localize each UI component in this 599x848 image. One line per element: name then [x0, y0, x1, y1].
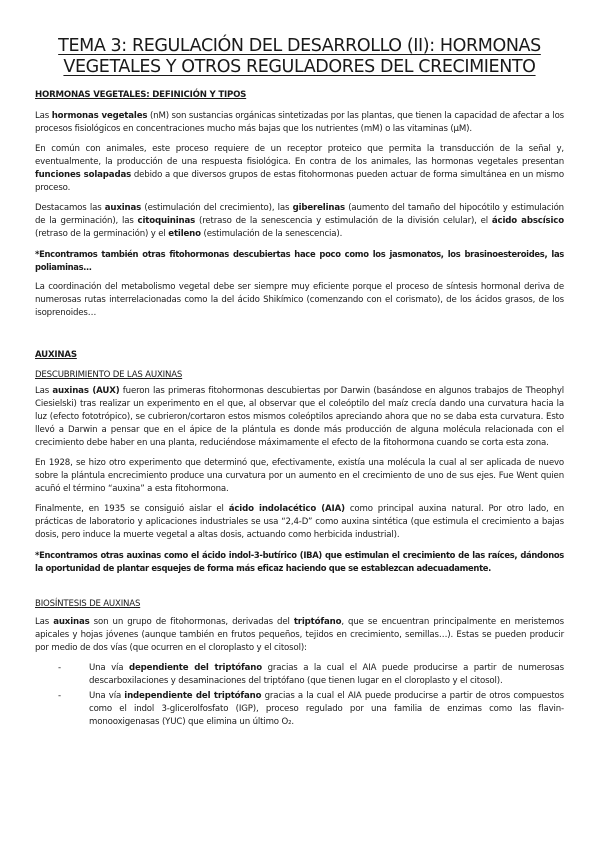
list-item: - Una vía independiente del triptófano gracias a la cual el AIA puede producirse a partir de otros compuestos como el indol 3-glicerolfosfato (IGP), proceso regulado por una familia de enzimas como las flavin-monooxigenasas (YUC) que elimina un último O₂.	[58, 691, 564, 727]
paragraph-receptor: En común con animales, este proceso requiere de un receptor proteico que permita la transducción de la señal y, eventualmente, la producción de una respuesta fisiológica. En contra de los animales, las hormonas vegetales presentan funciones solapadas debido a que diversos grupos de estas fitohormonas pueden actuar de forma simultánea en un mismo proceso.	[35, 144, 565, 193]
section-heading-auxinas: AUXINAS	[35, 350, 77, 360]
paragraph-biosintesis: Las auxinas son un grupo de fitohormonas, derivadas del triptófano, que se encuentran principalmente en meristemos apicales y hojas jóvenes (aunque también en frutos pequeños, tejidos en crecimiento, semillas…). Estas se pueden producir por medio de dos vías (que ocurren en el cloroplasto y el citosol):	[35, 617, 564, 653]
document-title: TEMA 3: REGULACIÓN DEL DESARROLLO (II): HORMONAS VEGETALES Y OTROS REGULADORES DEL CRECIMIENTO	[58, 36, 541, 77]
paragraph-coordinacion: La coordinación del metabolismo vegetal debe ser siempre muy eficiente porque el proceso de síntesis hormonal deriva de numerosas rutas interrelacionadas como la del ácido Shikímico (comenzando con el corismato), de los ácidos grasos, de los isoprenoides…	[35, 282, 564, 318]
paragraph-definicion: Las hormonas vegetales (nM) son sustancias orgánicas sintetizadas por las plantas, que tienen la capacidad de afectar a los procesos fisiológicos en concentraciones mucho más bajas que los nutrientes (mM) o las vitaminas (µM).	[35, 111, 564, 134]
note-otras-fitohormonas: *Encontramos también otras fitohormonas descubiertas hace poco como los jasmonatos, los brasinoesteroides, las poliaminas…	[35, 249, 564, 272]
biosintesis-list	[35, 662, 564, 729]
paragraph-aia: Finalmente, en 1935 se consiguió aislar el ácido indolacético (AIA) como principal auxina natural. Por otro lado, en prácticas de laboratorio y aplicaciones industriales se usa “2,4-D” como auxina sintética (que estimula el crecimiento a bajas dosis, pero induce la muerte vegetal a altas dosis, actuando como herbicida industrial).	[35, 504, 564, 540]
list-item: - Una vía dependiente del triptófano gracias a la cual el AIA puede producirse a partir de numerosas descarboxilaciones y desaminaciones del triptófano (que tienen lugar en el cloroplasto y el citosol).	[58, 663, 564, 686]
paragraph-tipos: Destacamos las auxinas (estimulación del crecimiento), las giberelinas (aumento del tamaño del hipocótilo y estimulación de la germinación), las citoquininas (retraso de la senescencia y estimulación de la división celular), el ácido abscísico (retraso de la germinación) y el etileno (estimulación de la senescencia).	[35, 203, 564, 239]
subheading-biosintesis: BIOSÍNTESIS DE AUXINAS	[35, 599, 141, 609]
section-heading-hormonas: HORMONAS VEGETALES: DEFINICIÓN Y TIPOS	[35, 90, 247, 100]
subheading-descubrimiento: DESCUBRIMIENTO DE LAS AUXINAS	[35, 370, 183, 380]
paragraph-went: En 1928, se hizo otro experimento que determinó que, efectivamente, existía una molécula la cual al ser aplicada de nuevo sobre la plántula encrecimiento produce una curvatura por un aumento en el crecimiento de uno de sus ejes. Fue Went quien acuñó el término “auxina” a esta fitohormona.	[35, 458, 564, 494]
note-iba: *Encontramos otras auxinas como el ácido indol-3-butírico (IBA) que estimulan el crecimiento de las raíces, dándonos la oportunidad de plantar esquejes de forma más eficaz haciendo que se establezcan adecuadamente.	[35, 550, 564, 573]
paragraph-darwin: Las auxinas (AUX) fueron las primeras fitohormonas descubiertas por Darwin (basándose en algunos trabajos de Theophyl Ciesielski) tras realizar un experimento en el que, al observar que el coleóptilo del maíz crecía dando una curvatura hacia la luz (efecto fototrópico), se cubrieron/cortaron estos mismos coleóptilos apreciando ahora que no se daba esta curvatura. Esto llevó a Darwin a pensar que en el ápice de la plántula es donde más producción de alguna molécula relacionada con el crecimiento debe haber en una planta, reduciéndose máximamente el efecto de la fitohormona cuando se corta esta zona.	[35, 386, 564, 448]
